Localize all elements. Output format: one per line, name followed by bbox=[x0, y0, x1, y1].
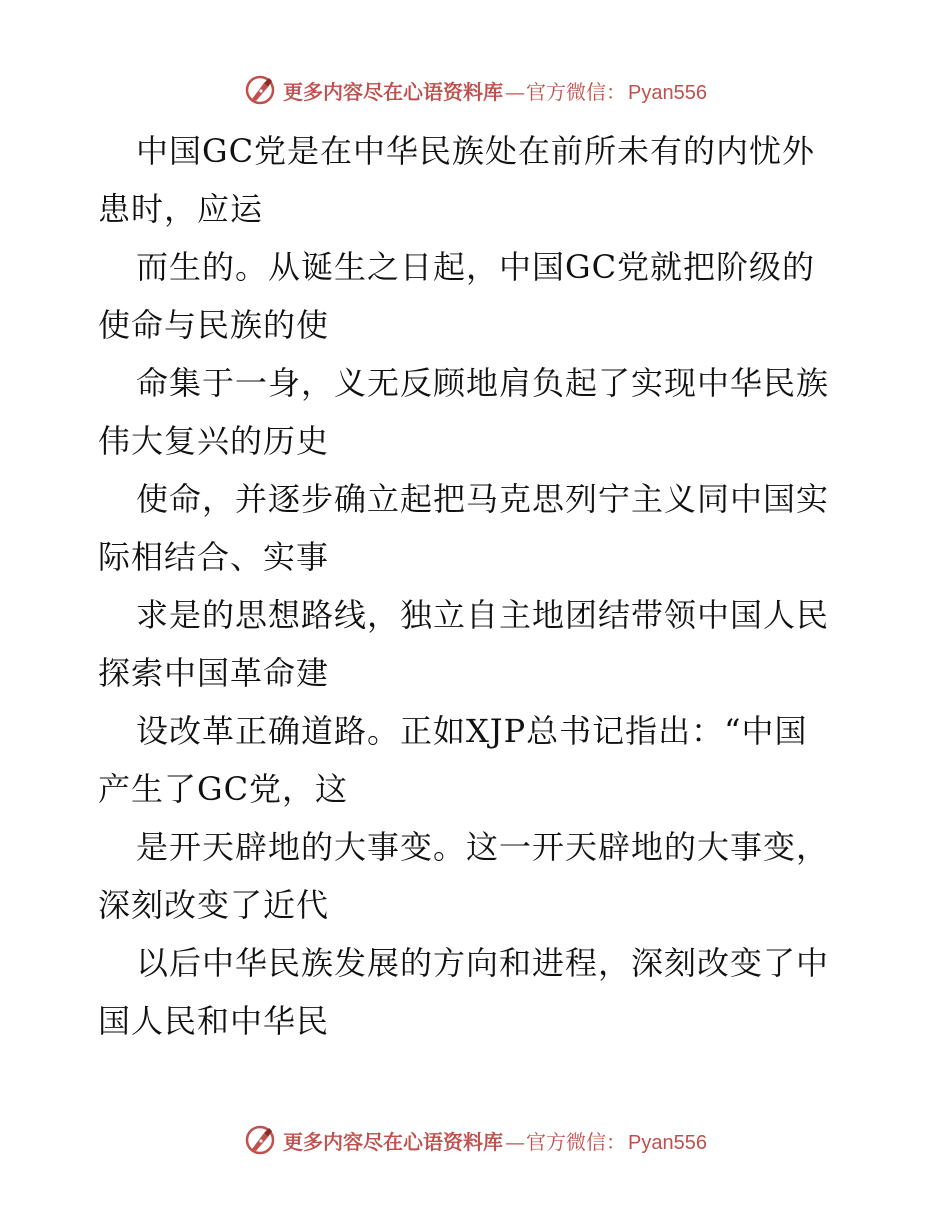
paragraph-line: 使命，并逐步确立起把马克思列宁主义同中国实 bbox=[136, 480, 830, 518]
paragraph-line: 深刻改变了近代 bbox=[98, 886, 330, 924]
paragraph-line: 而生的。从诞生之日起，中国GC党就把阶级的 bbox=[136, 248, 816, 286]
header-banner bbox=[0, 70, 950, 110]
banner-dash: — bbox=[505, 1129, 525, 1154]
pen-nib-logo-icon bbox=[243, 1123, 277, 1157]
banner-dash: — bbox=[505, 79, 525, 104]
banner-wechat-label: 官方微信： bbox=[526, 1129, 627, 1154]
paragraph-line: 设改革正确道路。正如XJP总书记指出：“中国 bbox=[136, 712, 808, 750]
paragraph bbox=[98, 238, 858, 354]
paragraph-line: 探索中国革命建 bbox=[98, 654, 330, 692]
paragraph bbox=[98, 818, 858, 934]
banner-title: 更多内容尽在心语资料库 bbox=[283, 1129, 504, 1154]
pen-nib-logo-icon bbox=[243, 73, 277, 107]
paragraph-line: 使命与民族的使 bbox=[98, 306, 330, 344]
paragraph bbox=[98, 122, 858, 238]
paragraph-line: 患时，应运 bbox=[98, 190, 264, 228]
banner-wechat-id: Pyan556 bbox=[628, 1131, 707, 1154]
banner-text bbox=[283, 1126, 707, 1155]
banner-wechat-id: Pyan556 bbox=[628, 81, 707, 104]
banner-title: 更多内容尽在心语资料库 bbox=[283, 79, 504, 104]
footer-banner bbox=[0, 1120, 950, 1160]
paragraph-line: 求是的思想路线，独立自主地团结带领中国人民 bbox=[136, 596, 830, 634]
paragraph-line: 是开天辟地的大事变。这一开天辟地的大事变， bbox=[136, 828, 830, 866]
paragraph bbox=[98, 934, 858, 1050]
paragraph-line: 中国GC党是在中华民族处在前所未有的内忧外 bbox=[136, 132, 816, 170]
paragraph-line: 命集于一身，义无反顾地肩负起了实现中华民族 bbox=[136, 364, 830, 402]
paragraph bbox=[98, 354, 858, 470]
paragraph bbox=[98, 702, 858, 818]
paragraph-line: 际相结合、实事 bbox=[98, 538, 330, 576]
paragraph bbox=[98, 470, 858, 586]
document-body bbox=[98, 122, 858, 1050]
paragraph-line: 国人民和中华民 bbox=[98, 1002, 330, 1040]
banner-wechat-label: 官方微信： bbox=[526, 79, 627, 104]
paragraph-line: 产生了GC党，这 bbox=[98, 770, 349, 808]
paragraph-line: 伟大复兴的历史 bbox=[98, 422, 330, 460]
paragraph bbox=[98, 586, 858, 702]
banner-text bbox=[283, 76, 707, 105]
paragraph-line: 以后中华民族发展的方向和进程，深刻改变了中 bbox=[136, 944, 830, 982]
